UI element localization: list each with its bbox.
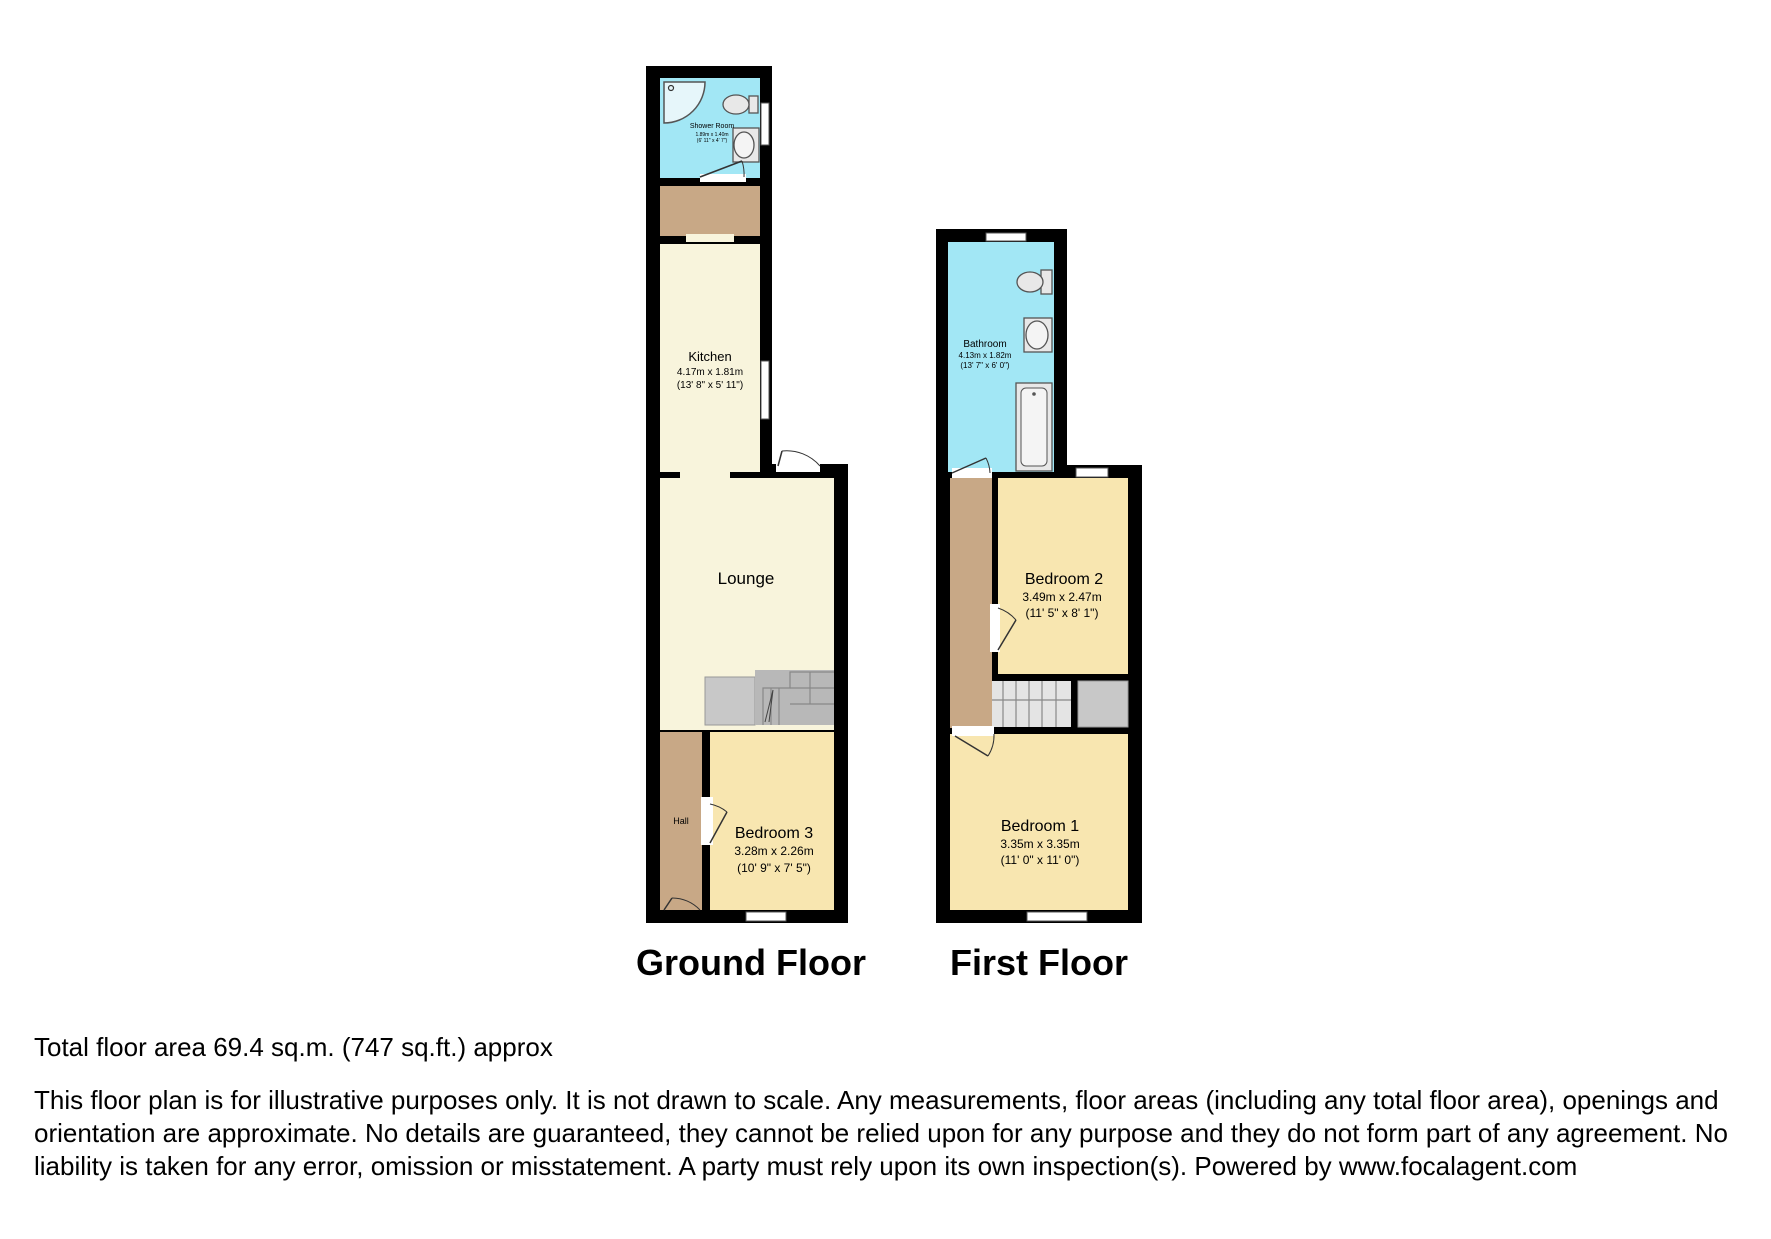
landing (950, 478, 992, 728)
shower-room-dims-m: 1.89m x 1.40m (695, 132, 729, 138)
bedroom-1-dims-ft: (11' 0" x 11' 0") (1000, 853, 1080, 867)
first-floor-plan (936, 229, 1142, 983)
bedroom-2-window (1076, 468, 1108, 477)
bathroom-window (986, 233, 1026, 241)
bathroom-basin-icon (1024, 318, 1052, 352)
shower-room-window (761, 103, 769, 145)
lounge-name: Lounge (717, 569, 775, 588)
bedroom-3-window (746, 912, 786, 921)
bathroom-toilet-icon (1017, 270, 1052, 294)
bedroom-2-dims-ft: (11' 5" x 8' 1") (1025, 606, 1099, 620)
kitchen-dims-m: 4.17m x 1.81m (676, 367, 744, 378)
lobby-opening (686, 234, 734, 242)
bedroom-1-dims-m: 3.35m x 3.35m (1000, 837, 1080, 851)
bathroom-dims-ft: (13' 7" x 6' 0") (960, 361, 1010, 370)
ground-floor-lobby (660, 186, 760, 236)
bedroom-1-window (1027, 912, 1087, 921)
disclaimer-text: This floor plan is for illustrative purposes only. It is not drawn to scale. Any measurements, floor areas (including any total floor area), openings and orientation are approximate. No details are guaranteed, they cannot be relied upon for any purpose and they do not form part of any agreement. No liability is taken for any error, omission or misstatement. A party must rely upon its own inspection(s). Powered by www.focalagent.com (34, 1085, 1728, 1181)
first-floor-staircase (992, 681, 1071, 727)
bathroom-dims-m: 4.13m x 1.82m (958, 351, 1012, 360)
kitchen-window (761, 361, 769, 419)
total-floor-area: Total floor area 69.4 sq.m. (747 sq.ft.) approx (34, 1032, 553, 1062)
kitchen-name: Kitchen (688, 349, 732, 364)
bedroom-3-dims-m: 3.28m x 2.26m (734, 844, 814, 858)
under-stairs-cupboard (705, 677, 755, 725)
wash-basin-icon (733, 128, 759, 162)
bedroom-3-dims-ft: (10' 9" x 7' 5") (737, 861, 811, 875)
airing-cupboard (1078, 681, 1128, 727)
bath-icon (1016, 383, 1052, 471)
bedroom-2-dims-m: 3.49m x 2.47m (1022, 590, 1102, 604)
bedroom-3 (710, 732, 834, 910)
bedroom-1-name: Bedroom 1 (1000, 818, 1080, 835)
shower-room-name: Shower Room (689, 123, 735, 130)
kitchen-dims-ft: (13' 8" x 5' 11") (676, 380, 744, 391)
shower-room-dims-ft: (6' 11" x 4' 7") (696, 138, 728, 144)
ground-floor-title: Ground Floor (636, 942, 866, 983)
bathroom-name: Bathroom (963, 339, 1007, 350)
ground-floor-staircase (755, 670, 834, 725)
kitchen-lounge-opening (680, 468, 730, 480)
hall-name: Hall (673, 816, 689, 826)
toilet-icon (723, 95, 758, 114)
bedroom-2-name: Bedroom 2 (1024, 571, 1104, 588)
ground-floor-plan (636, 66, 866, 983)
back-door (776, 451, 820, 472)
first-floor-title: First Floor (950, 942, 1128, 983)
bedroom-3-name: Bedroom 3 (734, 825, 814, 842)
